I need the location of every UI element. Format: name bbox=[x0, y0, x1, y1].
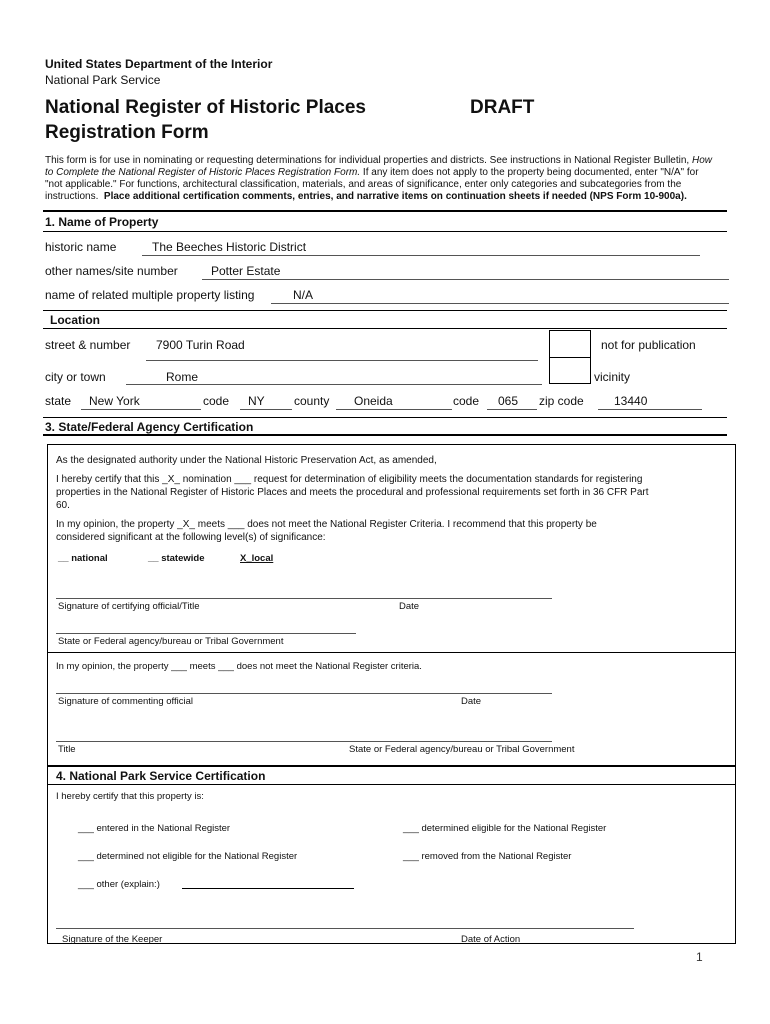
section1-heading: 1. Name of Property bbox=[45, 215, 159, 229]
vicinity-label: vicinity bbox=[594, 370, 631, 384]
county-field[interactable]: Oneida bbox=[354, 394, 393, 408]
certify-line3: 60. bbox=[56, 500, 70, 511]
commenting-opinion: In my opinion, the property ___ meets ___ does not meet the National Register criteria. bbox=[56, 661, 422, 672]
divider bbox=[43, 310, 727, 311]
city-label: city or town bbox=[45, 370, 106, 384]
level-local[interactable]: X_local bbox=[240, 553, 274, 564]
date2-label: Date bbox=[461, 696, 482, 707]
section2-heading: Location bbox=[50, 313, 100, 327]
option-removed[interactable]: ___ removed from the National Register bbox=[403, 851, 572, 862]
other-names-underline bbox=[202, 279, 729, 280]
divider bbox=[43, 434, 727, 436]
divider bbox=[43, 328, 727, 329]
date-action-label: Date of Action bbox=[461, 934, 521, 945]
county-label: county bbox=[294, 394, 330, 408]
historic-name-label: historic name bbox=[45, 240, 117, 254]
state-underline bbox=[81, 409, 201, 410]
option-determined-eligible[interactable]: ___ determined eligible for the National Register bbox=[403, 823, 607, 834]
not-for-publication-label: not for publication bbox=[601, 338, 696, 352]
agency-name: United States Department of the Interior bbox=[45, 57, 273, 71]
divider bbox=[47, 765, 736, 767]
sig-certifying-label: Signature of certifying official/Title bbox=[58, 601, 200, 612]
related-listing-label: name of related multiple property listing bbox=[45, 288, 255, 302]
service-name: National Park Service bbox=[45, 73, 161, 87]
street-field[interactable]: 7900 Turin Road bbox=[156, 338, 245, 352]
nps-certify: I hereby certify that this property is: bbox=[56, 791, 204, 802]
section4-heading: 4. National Park Service Certification bbox=[56, 769, 266, 783]
city-field[interactable]: Rome bbox=[166, 370, 199, 384]
option-other[interactable]: ___ other (explain:) bbox=[78, 879, 160, 890]
form-title-line2: Registration Form bbox=[45, 122, 209, 143]
sig-keeper-label: Signature of the Keeper bbox=[62, 934, 163, 945]
date1-label: Date bbox=[399, 601, 420, 612]
signature-line[interactable] bbox=[56, 598, 552, 599]
other-explain-line[interactable] bbox=[182, 888, 354, 889]
opinion-line1: In my opinion, the property _X_ meets ___ does not meet the National Register Criteria. I recommend that this property be bbox=[56, 519, 597, 530]
intro-line4: instructions. Place additional certification comments, entries, and narrative items on continuation sheets if needed (NPS Form 10-900a). bbox=[45, 191, 687, 202]
historic-name-field[interactable]: The Beeches Historic District bbox=[152, 240, 307, 254]
title-line[interactable] bbox=[56, 741, 552, 742]
related-listing-field[interactable]: N/A bbox=[293, 288, 314, 302]
certify-line1: I hereby certify that this _X_ nomination ___ request for determination of eligibility meets the documentation standards for registering bbox=[56, 474, 643, 485]
opinion-line2: considered significant at the following level(s) of significance: bbox=[56, 532, 326, 543]
state-label: state bbox=[45, 394, 72, 408]
divider bbox=[43, 417, 727, 418]
county-underline bbox=[336, 409, 452, 410]
street-underline bbox=[146, 360, 538, 361]
other-names-field[interactable]: Potter Estate bbox=[211, 264, 281, 278]
agency-bureau2-label: State or Federal agency/bureau or Tribal Government bbox=[349, 744, 575, 755]
agency-bureau-label: State or Federal agency/bureau or Tribal Government bbox=[58, 636, 284, 647]
section3-heading: 3. State/Federal Agency Certification bbox=[45, 420, 254, 434]
historic-name-underline bbox=[142, 255, 700, 256]
option-entered[interactable]: ___ entered in the National Register bbox=[78, 823, 231, 834]
authority-statement: As the designated authority under the National Historic Preservation Act, as amended, bbox=[56, 455, 437, 466]
sig-commenting-label: Signature of commenting official bbox=[58, 696, 194, 707]
signature-line[interactable] bbox=[56, 693, 552, 694]
keeper-signature-line[interactable] bbox=[56, 928, 634, 929]
agency-line[interactable] bbox=[56, 633, 356, 634]
form-title-line1: National Register of Historic Places bbox=[45, 97, 366, 118]
zip-field[interactable]: 13440 bbox=[614, 394, 648, 408]
state-field[interactable]: New York bbox=[89, 394, 140, 408]
page-number: 1 bbox=[696, 950, 703, 964]
not-for-publication-checkbox[interactable] bbox=[549, 330, 591, 358]
county-code-underline bbox=[487, 409, 537, 410]
option-determined-not-eligible[interactable]: ___ determined not eligible for the National Register bbox=[78, 851, 298, 862]
state-code-field[interactable]: NY bbox=[248, 394, 265, 408]
level-national[interactable]: __ national bbox=[58, 553, 108, 564]
divider bbox=[47, 784, 736, 785]
title-label: Title bbox=[58, 744, 76, 755]
level-statewide[interactable]: __ statewide bbox=[148, 553, 205, 564]
state-code-label: code bbox=[203, 394, 230, 408]
state-code-underline bbox=[240, 409, 292, 410]
related-listing-underline bbox=[271, 303, 729, 304]
divider bbox=[43, 210, 727, 212]
county-code-label: code bbox=[453, 394, 480, 408]
zip-underline bbox=[598, 409, 702, 410]
zip-label: zip code bbox=[539, 394, 584, 408]
draft-label: DRAFT bbox=[470, 97, 535, 118]
city-underline bbox=[126, 384, 542, 385]
other-names-label: other names/site number bbox=[45, 264, 178, 278]
certify-line2: properties in the National Register of Historic Places and meets the procedural and professional requirements set forth in 36 CFR Part bbox=[56, 487, 649, 498]
county-code-field[interactable]: 065 bbox=[498, 394, 519, 408]
intro-line3: "not applicable." For functions, architectural classification, materials, and areas of significance, enter only categories and subcategories from the bbox=[45, 179, 682, 190]
divider bbox=[47, 652, 736, 653]
divider bbox=[43, 231, 727, 232]
street-label: street & number bbox=[45, 338, 131, 352]
intro-line1: This form is for use in nominating or requesting determinations for individual properties and districts. See instructions in National Register Bulletin, How bbox=[45, 155, 712, 166]
vicinity-checkbox[interactable] bbox=[549, 357, 591, 384]
intro-line2: to Complete the National Register of Historic Places Registration Form. If any item does not apply to the property being documented, enter "N/A" for bbox=[45, 167, 699, 178]
